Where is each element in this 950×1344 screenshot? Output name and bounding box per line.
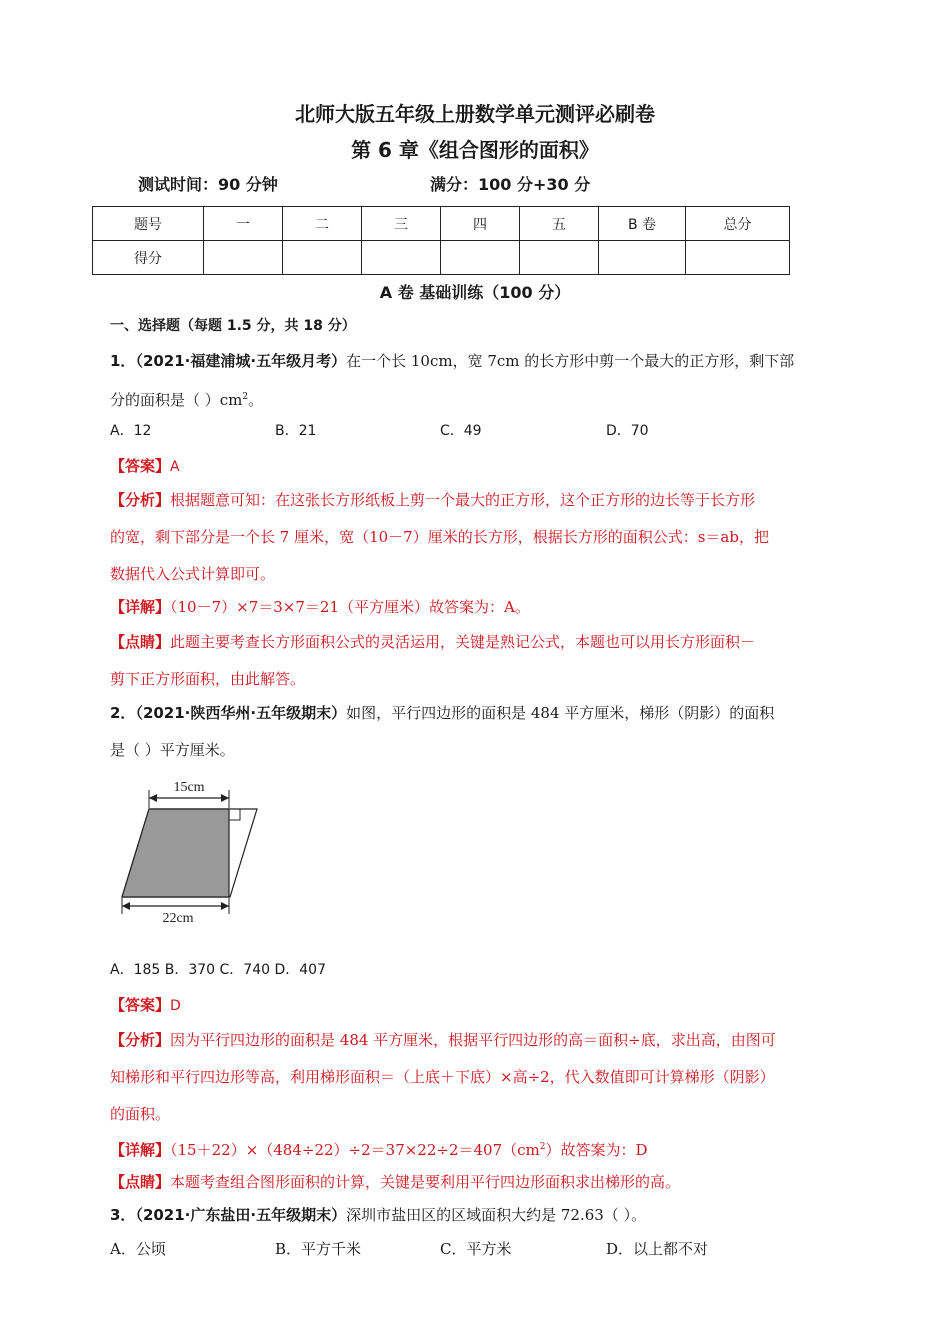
q3-option-c[interactable]: C．平方米 [440,1240,512,1258]
q2-line1 [110,703,850,723]
q1-analysis-line2: 的宽，剩下部分是一个长 7 厘米，宽（10－7）厘米的长方形，根据长方形的面积公式：s＝ab，把 [110,528,769,546]
detail-text: （15＋22）×（484÷22）÷2＝37×22÷2＝407（cm [170,1141,540,1159]
q2-analysis-line2: 知梯形和平行四边形等高，利用梯形面积＝（上底＋下底）×高÷2，代入数值即可计算梯形（阴影） [110,1068,775,1086]
part1-title: 一、选择题（每题 1.5 分，共 18 分） [110,318,356,334]
answer-tag: 【答案】 [110,457,171,475]
q1-analysis-line1 [110,490,850,510]
q1-line1 [110,351,850,371]
table-cell: 四 [441,207,520,241]
comment-text: 此题主要考查长方形面积公式的灵活运用，关键是熟记公式，本题也可以用长方形面积－ [170,633,756,651]
arrow-head [221,794,229,802]
q1-text: 分的面积是（ ）cm [110,391,243,409]
table-cell: 三 [362,207,441,241]
q1-analysis-line3: 数据代入公式计算即可。 [110,565,276,583]
table-cell: 得分 [93,241,204,275]
analysis-tag: 【分析】 [110,1031,171,1049]
arrow-head [122,902,130,910]
q1-option-b[interactable]: B．21 [275,423,317,439]
comment-tag: 【点睛】 [110,1173,171,1191]
table-cell: 二 [283,207,362,241]
test-time: 测试时间：90 分钟 [138,175,278,194]
shaded-trapezoid [122,809,229,897]
score-input-cell[interactable] [441,241,520,275]
parallelogram-figure [112,776,272,926]
q3-line1 [110,1205,850,1225]
answer-value: A [170,459,180,475]
detail-tag: 【详解】 [110,1141,171,1159]
answer-tag: 【答案】 [110,996,171,1014]
detail-tag: 【详解】 [110,598,171,616]
q2-options[interactable]: A．185 B．370 C．740 D．407 [110,962,326,978]
superscript: 2 [242,392,249,402]
q3-number: 3． [110,1206,136,1224]
q3-option-a[interactable]: A．公顷 [110,1240,166,1258]
q1-option-a[interactable]: A．12 [110,423,152,439]
table-cell: 题号 [93,207,204,241]
q2-analysis-line1 [110,1030,850,1050]
q1-text: 在一个长 10cm，宽 7cm 的长方形中剪一个最大的正方形，剩下部 [346,352,795,370]
table-cell: B 卷 [599,207,686,241]
score-table-score-row [93,241,790,275]
detail-text: （10－7）×7＝3×7＝21（平方厘米）故答案为：A。 [170,598,530,616]
arrow-head [149,794,157,802]
q3-option-b[interactable]: B．平方千米 [275,1240,362,1258]
q3-source: （2021·广东盐田·五年级期末） [135,1206,347,1224]
comment-text: 本题考查组合图形面积的计算，关键是要利用平行四边形面积求出梯形的高。 [170,1173,681,1191]
q2-analysis-line3: 的面积。 [110,1105,171,1123]
q2-comment [110,1172,850,1192]
q2-answer [110,995,850,1016]
q2-line2: 是（ ）平方厘米。 [110,741,235,759]
arrow-head [221,902,229,910]
top-base-label: 15cm [173,780,205,795]
q1-option-c[interactable]: C．49 [440,423,482,439]
table-cell: 总分 [686,207,790,241]
q1-line2 [110,387,850,410]
score-input-cell[interactable] [204,241,283,275]
exam-title: 北师大版五年级上册数学单元测评必刷卷 [295,102,655,126]
q1-comment-line1 [110,632,850,652]
q2-source: （2021·陕西华州·五年级期末） [135,704,347,722]
q1-answer [110,456,850,477]
q2-number: 2． [110,704,136,722]
q2-detail [110,1137,850,1160]
analysis-text: 因为平行四边形的面积是 484 平方厘米，根据平行四边形的高＝面积÷底，求出高，由图可 [170,1031,776,1049]
table-cell: 一 [204,207,283,241]
detail-text: ）故答案为：D [545,1141,648,1159]
chapter-title: 第 6 章《组合图形的面积》 [351,138,599,162]
q3-text: 深圳市盐田区的区域面积大约是 72.63（ ）。 [346,1206,647,1224]
score-table [92,206,790,275]
q2-text: 如图，平行四边形的面积是 484 平方厘米，梯形（阴影）的面积 [346,704,775,722]
q1-text: 。 [248,391,264,409]
score-input-cell[interactable] [362,241,441,275]
table-cell: 五 [520,207,599,241]
score-table-header-row [93,207,790,241]
analysis-tag: 【分析】 [110,491,171,509]
q1-option-d[interactable]: D．70 [606,423,649,439]
score-input-cell[interactable] [686,241,790,275]
q1-detail [110,597,850,617]
q1-source: （2021·福建浦城·五年级月考） [135,352,347,370]
bottom-base-label: 22cm [162,911,194,926]
section-a-title: A 卷 基础训练（100 分） [379,283,571,302]
score-input-cell[interactable] [283,241,362,275]
q1-number: 1． [110,352,136,370]
answer-value: D [170,998,181,1014]
superscript: 2 [539,1142,546,1152]
q3-option-d[interactable]: D．以上都不对 [606,1240,709,1258]
right-angle-mark [229,809,240,820]
q1-comment-line2: 剪下正方形面积，由此解答。 [110,670,306,688]
analysis-text: 根据题意可知：在这张长方形纸板上剪一个最大的正方形，这个正方形的边长等于长方形 [170,491,756,509]
comment-tag: 【点睛】 [110,633,171,651]
full-score: 满分：100 分+30 分 [430,175,591,194]
score-input-cell[interactable] [520,241,599,275]
score-input-cell[interactable] [599,241,686,275]
